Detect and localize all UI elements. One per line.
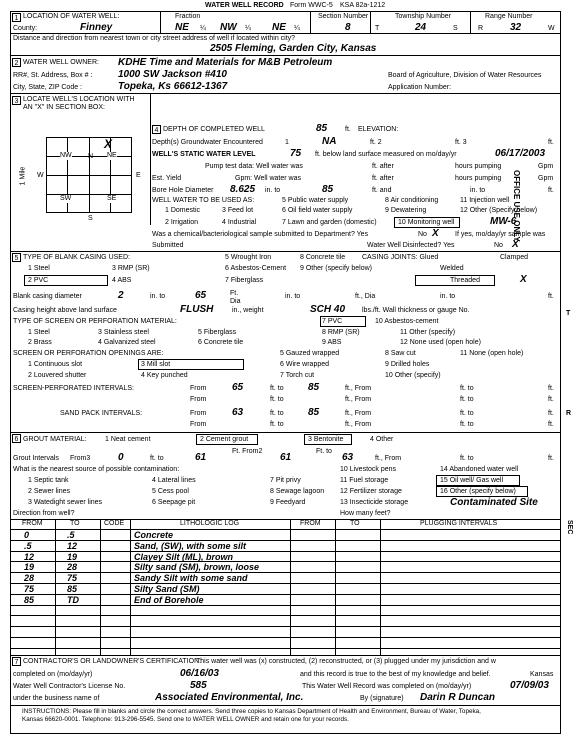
section-x-mark[interactable]: X (104, 137, 113, 151)
screen-3[interactable]: 3 Stainless steel (98, 329, 149, 336)
log-to-header: TO (70, 520, 80, 527)
instructions-2: Kansas 66620-0001. Telephone: 913-296-5545. Send one to WATER WELL OWNER and retain one for your records. (22, 716, 349, 723)
section-number-label: Section Number (318, 13, 369, 20)
log-description[interactable]: Silty sand (SM), brown, loose (134, 562, 260, 573)
log-code-header: CODE (104, 520, 125, 527)
static-mid: ft. below land surface measured on mo/day/yr (315, 151, 457, 158)
screen-10[interactable]: 10 Asbestos-cement (375, 318, 439, 325)
completed-label: completed on (mo/day/yr) (13, 671, 93, 678)
log-description[interactable]: Concrete (134, 530, 174, 540)
instructions-1: INSTRUCTIONS: Please fill in blanks and circle the correct answers. Send three copies to Kansas Department of Health and Environment, Bureau of Water, Topeka, (22, 708, 481, 715)
plug-from-header: FROM (300, 520, 321, 527)
contam-7[interactable]: 7 Pit privy (270, 477, 301, 484)
contam-14[interactable]: 14 Abandoned water well (440, 466, 519, 473)
screen-1[interactable]: 1 Steel (28, 329, 50, 336)
screen-material-label: TYPE OF SCREEN OR PERFORATION MATERIAL: (13, 318, 177, 325)
log-description[interactable]: Sandy Silt with some sand (134, 573, 248, 584)
city-value[interactable]: Topeka, Ks 66612-1367 (118, 81, 228, 92)
log-from-header: FROM (22, 520, 43, 527)
mile-label: 1 Mile (19, 166, 27, 186)
grout-3[interactable]: 3 Bentonite (308, 436, 344, 443)
static-value[interactable]: 75 (290, 148, 302, 159)
casing-label: TYPE OF BLANK CASING USED: (23, 254, 130, 261)
nw-label: NW (60, 152, 72, 159)
distance-label: Distance and direction from nearest town or city street address of well if located within city? (13, 35, 296, 42)
use-5[interactable]: 5 Public water supply (282, 197, 349, 204)
spi-ft-to-2: ft. to (460, 385, 474, 392)
grout-to2-value[interactable]: 63 (342, 452, 354, 463)
certification-label: CONTRACTOR'S OR LANDOWNER'S CERTIFICATION: (23, 658, 202, 665)
log-from[interactable]: 28 (24, 573, 35, 584)
log-description[interactable]: Silty Sand (SM) (134, 584, 200, 594)
table-row (12, 595, 550, 605)
signature-value[interactable]: Darin R Duncan (420, 692, 496, 703)
contam-16[interactable]: 16 Other (specify below) (440, 488, 516, 495)
log-to[interactable]: 19 (67, 551, 78, 562)
use-8[interactable]: 8 Air conditioning (385, 197, 439, 204)
r-label: R (478, 25, 484, 32)
depth-value[interactable]: 85 (316, 123, 328, 134)
screen-12[interactable]: 12 None used (open hole) (400, 339, 481, 346)
west-label: W (37, 172, 44, 179)
diameter-in-to-2: in. to (440, 293, 456, 300)
diameter-value[interactable]: 2 (118, 290, 124, 301)
screen-7[interactable]: 7 PVC (322, 318, 343, 325)
log-from[interactable]: .5 (24, 540, 32, 551)
screen-2[interactable]: 2 Brass (28, 339, 52, 346)
spi-ft-to-4: ft. to (460, 396, 474, 403)
direction-label: Direction from well? (13, 510, 75, 517)
casing-9[interactable]: 9 Other (specify below) (300, 265, 372, 272)
opening-6[interactable]: 6 Wire wrapped (280, 361, 330, 368)
depth-label: DEPTH OF COMPLETED WELL (163, 126, 265, 133)
elevation-label: ELEVATION: (358, 126, 399, 133)
diameter-ft: ft. (548, 293, 554, 300)
diameter-in-to: in. to (285, 293, 301, 300)
lbs-label: lbs./ft. Wall thickness or gauge No. (362, 307, 470, 314)
county-value[interactable]: Finney (80, 22, 113, 33)
casing-2[interactable]: 2 PVC (28, 277, 49, 284)
side-r-label: R (566, 410, 572, 417)
casing-1[interactable]: 1 Steel (28, 265, 50, 272)
sand-ft-to-3: ft. to (270, 421, 284, 428)
spi-ft: ft. (548, 385, 554, 392)
city-label: City, State, ZIP Code : (13, 84, 82, 91)
log-to[interactable]: 12 (67, 540, 78, 551)
ft-dia: Ft. Dia (230, 290, 241, 305)
casing-8[interactable]: 8 Concrete tile (300, 254, 346, 261)
casing-joints-label: CASING JOINTS: Glued (362, 254, 439, 261)
business-value[interactable]: Associated Environmental, Inc. (155, 692, 304, 703)
table-row (12, 552, 550, 562)
section-5-number: 5 (12, 253, 21, 262)
contam-10[interactable]: 10 Livestock pens (340, 466, 397, 473)
grout-ft-to3: ft. to (460, 455, 474, 462)
log-to[interactable]: 85 (67, 584, 78, 594)
se-label: SE (107, 195, 117, 202)
casing-6[interactable]: 6 Asbestos-Cement (225, 265, 287, 272)
bore-depth[interactable]: 85 (322, 184, 334, 195)
chem-x[interactable]: X (432, 228, 439, 239)
log-description[interactable]: End of Borehole (134, 594, 204, 605)
contam-6[interactable]: 6 Seepage pit (152, 499, 196, 506)
log-from[interactable]: 85 (24, 594, 35, 605)
fraction-label: Fraction (175, 13, 201, 20)
log-description[interactable]: Sand, (SW), with some silt (134, 540, 247, 551)
street-value[interactable]: 1000 SW Jackson #410 (118, 69, 227, 80)
bore-label: Bore Hole Diameter (152, 187, 214, 194)
static-label: WELL'S STATIC WATER LEVEL (152, 151, 256, 158)
section-4-number: 4 (152, 125, 161, 134)
spi-ft-from-2: ft., From (345, 396, 372, 403)
table-row (12, 573, 550, 583)
grout-from3: From3 (70, 455, 91, 462)
certification-text: This water well was (x) constructed, (2) reconstructed, or (3) plugged under my jurisdiction and w (196, 658, 496, 665)
log-from[interactable]: 12 (24, 551, 35, 562)
spi-from-label: From (190, 385, 207, 392)
gw-end: ft. 3 (455, 139, 467, 146)
signature-label: By (signature) (360, 695, 404, 702)
opening-3[interactable]: 3 Mill slot (141, 361, 171, 368)
sw-label: SW (60, 195, 72, 202)
contam-12[interactable]: 12 Fertilizer storage (340, 488, 402, 495)
t-label: T (375, 25, 380, 32)
location-label: LOCATION OF WATER WELL: (23, 13, 120, 20)
gpm-2: Gpm (538, 175, 554, 182)
opening-8[interactable]: 8 Saw cut (385, 350, 416, 357)
section-6-number: 6 (12, 434, 21, 443)
section-7-number: 7 (12, 657, 21, 666)
diameter-to: in. to (150, 293, 166, 300)
clamped-label[interactable]: Clamped (500, 254, 529, 261)
form-number: Form WWC-5 (290, 2, 333, 9)
township-value[interactable]: 24 (415, 22, 427, 33)
fraction-3[interactable]: NE (272, 22, 286, 33)
grout-from-value[interactable]: 0 (118, 452, 124, 463)
grout-ft-from2: Ft. From2 (232, 448, 263, 455)
use-6[interactable]: 6 Oil field water supply (282, 207, 353, 214)
if-yes-label: If yes, mo/day/yr sample was (455, 231, 546, 238)
log-to[interactable]: 28 (67, 562, 78, 573)
use-3[interactable]: 3 Feed lot (222, 207, 254, 214)
grout-ft-from: ft., From (375, 455, 402, 462)
diameter-label: Blank casing diameter (13, 293, 82, 300)
opening-7[interactable]: 7 Torch cut (280, 372, 315, 379)
fraction-1[interactable]: NE (175, 22, 189, 33)
weight-label: in., weight (232, 307, 264, 314)
grout-1[interactable]: 1 Neat cement (105, 436, 151, 443)
contaminated-site[interactable]: Contaminated Site (450, 497, 538, 508)
sand-ft-to-2: ft. to (460, 410, 474, 417)
yield-mid: Gpm: Well water was (235, 175, 301, 182)
opening-9[interactable]: 9 Drilled holes (385, 361, 430, 368)
yield-after: ft. after (372, 175, 394, 182)
spi-from-label-2: From (190, 396, 207, 403)
bore-ft: ft. (548, 187, 554, 194)
grout-from2-value[interactable]: 61 (280, 452, 292, 463)
log-from[interactable]: 0 (24, 530, 30, 540)
use-label: WELL WATER TO BE USED AS: (152, 197, 255, 204)
casing-4[interactable]: 4 ABS (112, 277, 132, 284)
opening-11[interactable]: 11 None (open hole) (460, 350, 524, 357)
contam-15[interactable]: 15 Oil well/ Gas well (440, 477, 504, 484)
contam-3[interactable]: 3 Watedight sewer lines (28, 499, 103, 506)
township-number-label: Township Number (395, 13, 452, 20)
spi-from[interactable]: 65 (232, 382, 244, 393)
contam-11[interactable]: 11 Fuel storage (340, 477, 389, 484)
diameter-depth[interactable]: 65 (195, 290, 207, 301)
disinfected-no[interactable]: No (494, 242, 503, 249)
chem-no[interactable]: No (418, 231, 427, 238)
screen-6[interactable]: 6 Concrete tile (198, 339, 244, 346)
board-label: Board of Agriculture, Division of Water Resources (388, 72, 542, 79)
contam-2[interactable]: 2 Sewer lines (28, 488, 71, 495)
disinfected-label: Water Well Disinfected? Yes (367, 242, 455, 249)
spi-label: SCREEN-PERFORATED INTERVALS: (13, 385, 134, 392)
w-label: W (548, 25, 555, 32)
contamination-label: What is the nearest source of possible contamination: (13, 466, 180, 473)
contam-5[interactable]: 5 Cess pool (152, 488, 189, 495)
pump-after: ft. after (372, 163, 394, 170)
opening-4[interactable]: 4 Key punched (141, 372, 188, 379)
depth-ft: ft. (345, 126, 351, 133)
bore-in-to: in. to (470, 187, 486, 194)
contam-4[interactable]: 4 Lateral lines (152, 477, 196, 484)
owner-label: WATER WELL OWNER: (23, 59, 99, 66)
completed-date[interactable]: 06/16/03 (180, 668, 219, 679)
kansas-label: Kansas (530, 671, 554, 678)
spi-to[interactable]: 85 (308, 382, 320, 393)
disinfected-x[interactable]: X (512, 239, 519, 250)
county-label: County: (13, 25, 38, 32)
sand-from[interactable]: 63 (232, 407, 244, 418)
log-description[interactable]: Clayey Silt (ML), brown (134, 551, 234, 562)
s-label: S (453, 25, 458, 32)
record-label: This Water Well Record was completed on (mo/day/yr) (302, 683, 472, 690)
ksa-number: KSA 82a-1212 (340, 2, 386, 9)
log-to[interactable]: TD (67, 594, 79, 605)
table-row (12, 530, 550, 540)
height-value[interactable]: FLUSH (180, 304, 214, 315)
grout-4[interactable]: 4 Other (370, 436, 394, 443)
range-number-label: Range Number (485, 13, 533, 20)
quarter-3: ¼ (294, 25, 300, 32)
range-value[interactable]: 32 (510, 22, 522, 33)
use-7[interactable]: 7 Lawn and garden (domestic) (282, 219, 377, 226)
locate-label-1: LOCATE WELL'S LOCATION WITH (23, 96, 135, 103)
business-label: under the business name of (13, 695, 100, 702)
opening-10[interactable]: 10 Other (specify) (385, 372, 441, 379)
threaded-label[interactable]: Threaded (450, 277, 480, 284)
screen-11[interactable]: 11 Other (specify) (400, 329, 456, 336)
sand-to[interactable]: 85 (308, 407, 320, 418)
opening-5[interactable]: 5 Gauzed wrapped (280, 350, 340, 357)
bore-to: in. to (265, 187, 281, 194)
quarter-1: ¼ (200, 25, 206, 32)
section-1-number: 1 (12, 13, 21, 22)
side-sec-label: SEC (566, 520, 573, 535)
spi-ft-to-3: ft. to (270, 396, 284, 403)
street-label: RR#, St. Address, Box # : (13, 72, 93, 79)
contam-13[interactable]: 13 Insecticide storage (340, 499, 409, 506)
use-12[interactable]: 12 Other (Specify below) (460, 207, 538, 214)
use-2[interactable]: 2 Irrigation (165, 219, 199, 226)
spi-ft-2: ft. (548, 396, 554, 403)
table-row (12, 562, 550, 572)
openings-label: SCREEN OR PERFORATION OPENINGS ARE: (13, 350, 164, 357)
contam-1[interactable]: 1 Septic tank (28, 477, 69, 484)
ne-label: NE (107, 152, 117, 159)
grout-label: GROUT MATERIAL: (23, 436, 87, 443)
table-row (12, 541, 550, 551)
sand-ft-from: ft., From (345, 410, 372, 417)
monitoring-well-id[interactable]: MW-6 (490, 216, 517, 227)
bore-value[interactable]: 8.625 (230, 184, 256, 195)
sand-ft-to: ft. to (270, 410, 284, 417)
use-9[interactable]: 9 Dewatering (385, 207, 427, 214)
application-label: Application Number: (388, 84, 452, 91)
grout-ft-to: ft. to (150, 455, 164, 462)
opening-2[interactable]: 2 Louvered shutter (28, 372, 87, 379)
groundwater-value[interactable]: NA (322, 136, 337, 147)
sand-ft-from-2: ft., From (345, 421, 372, 428)
sand-ft-2: ft. (548, 421, 554, 428)
record-date[interactable]: 07/09/03 (510, 680, 549, 691)
log-to[interactable]: .5 (67, 530, 75, 540)
locate-label-2: AN "X" IN SECTION BOX: (23, 104, 105, 111)
log-from[interactable]: 19 (24, 562, 35, 573)
sand-ft: ft. (548, 410, 554, 417)
hours-pumping-2: hours pumping (455, 175, 502, 182)
chem-label: Was a chemical/bacteriological sample submitted to Department? Yes (152, 231, 369, 238)
use-10[interactable]: 10 Monitoring well (398, 219, 455, 226)
sand-from-label-2: From (190, 421, 207, 428)
south-label: S (88, 215, 93, 222)
bore-and: ft. and (372, 187, 392, 194)
screen-4[interactable]: 4 Galvanized steel (98, 339, 156, 346)
gpm-1: Gpm (538, 163, 554, 170)
hours-pumping: hours pumping (455, 163, 502, 170)
static-date[interactable]: 06/17/2003 (495, 148, 546, 159)
plug-to-header: TO (350, 520, 360, 527)
license-value[interactable]: 585 (190, 680, 207, 691)
address-value[interactable]: 2505 Fleming, Garden City, Kansas (210, 43, 377, 54)
grout-ft-to2: Ft. to (316, 448, 332, 455)
license-label: Water Well Contractor's License No. (13, 683, 126, 690)
sand-ft-to-4: ft. to (460, 421, 474, 428)
yield-label: Est. Yield (152, 175, 182, 182)
casing-3[interactable]: 3 RMP (SR) (112, 265, 150, 272)
screen-9[interactable]: 9 ABS (322, 339, 342, 346)
side-t-label: T (566, 310, 571, 317)
gw-ft: ft. (548, 139, 554, 146)
sand-label: SAND PACK INTERVALS: (60, 410, 143, 417)
true-text: and this record is true to the best of my knowledge and belief. (300, 671, 491, 678)
welded-label[interactable]: Welded (440, 265, 464, 272)
section-3-number: 3 (12, 96, 21, 105)
use-1[interactable]: 1 Domestic (165, 207, 201, 214)
screen-5[interactable]: 5 Fiberglass (198, 329, 237, 336)
screen-8[interactable]: 8 RMP (SR) (322, 329, 360, 336)
gw-num-1: 1 (285, 139, 289, 146)
quarter-2: ¼ (245, 25, 251, 32)
office-use-label: OFFICE USE ONLY (512, 170, 521, 242)
plugging-header: PLUGGING INTERVALS (420, 520, 498, 527)
spi-ft-from: ft., From (345, 385, 372, 392)
contam-9[interactable]: 9 Feedyard (270, 499, 306, 506)
use-11[interactable]: 11 Injection well (460, 197, 510, 204)
sand-from-label: From (190, 410, 207, 417)
casing-5[interactable]: 5 Wrought Iron (225, 254, 272, 261)
contam-8[interactable]: 8 Sewage lagoon (270, 488, 325, 495)
table-row (12, 584, 550, 594)
section-value[interactable]: 8 (345, 22, 351, 33)
grout-to-value[interactable]: 61 (195, 452, 207, 463)
section-2-number: 2 (12, 58, 21, 67)
how-many-feet-label: How many feet? (340, 510, 391, 517)
east-label: E (136, 172, 141, 179)
groundwater-label: Depth(s) Groundwater Encountered (152, 139, 263, 146)
weight-value[interactable]: SCH 40 (310, 304, 346, 315)
use-4[interactable]: 4 Industrial (222, 219, 257, 226)
form-title: WATER WELL RECORD (205, 2, 284, 9)
pump-label: Pump test data: Well water was (205, 163, 303, 170)
ft-dia-2: ft., Dia (355, 293, 376, 300)
litho-header: LITHOLOGIC LOG (180, 520, 240, 527)
spi-ft-to: ft. to (270, 385, 284, 392)
log-to[interactable]: 75 (67, 573, 78, 584)
opening-1[interactable]: 1 Continuous slot (28, 361, 83, 368)
height-label: Casing height above land surface (13, 307, 117, 314)
grout-2[interactable]: 2 Cement grout (200, 436, 249, 443)
fraction-2[interactable]: NW (220, 22, 237, 33)
owner-value[interactable]: KDHE Time and Materials for M&B Petroleum (118, 57, 333, 68)
grout-ft: ft. (548, 455, 554, 462)
submitted-label: Submitted (152, 242, 184, 249)
log-from[interactable]: 75 (24, 584, 35, 594)
threaded-x[interactable]: X (520, 274, 527, 285)
grout-intervals-label: Grout Intervals (13, 455, 59, 462)
casing-7[interactable]: 7 Fiberglass (225, 277, 264, 284)
gw-mid: ft. 2 (370, 139, 382, 146)
